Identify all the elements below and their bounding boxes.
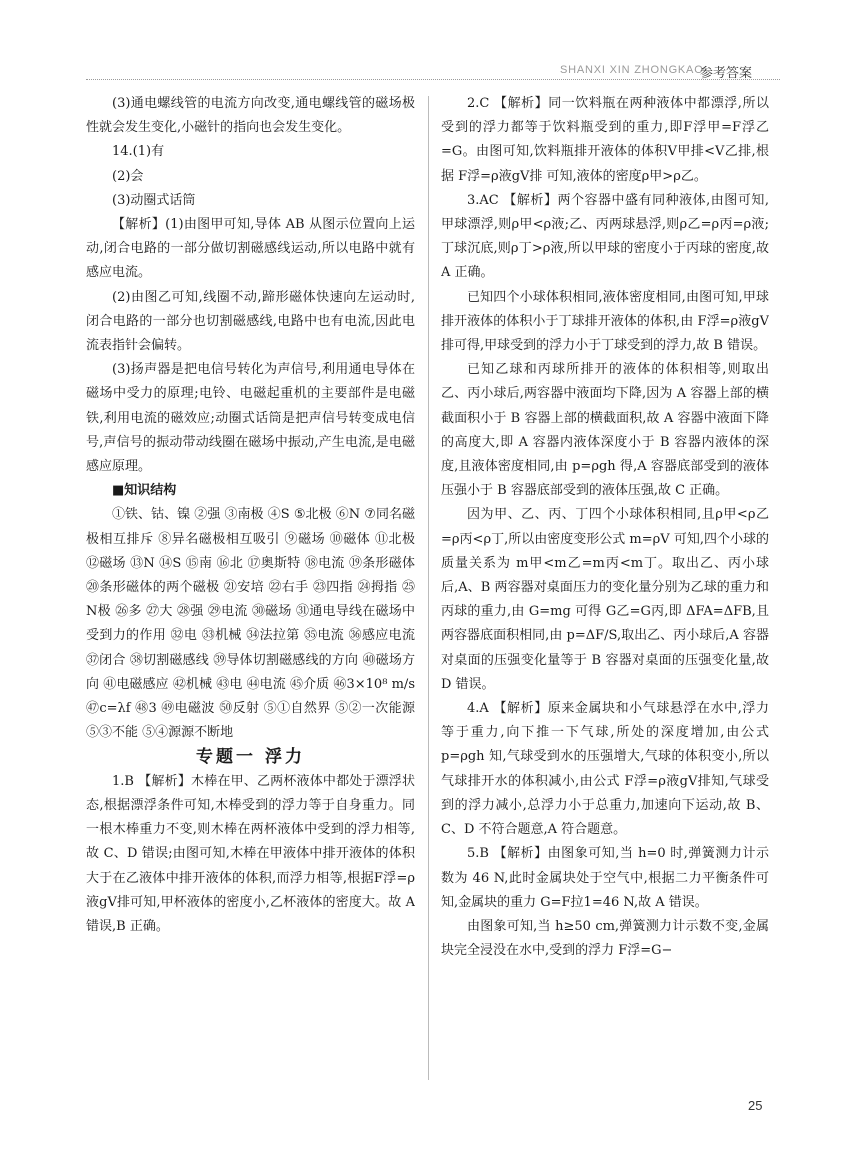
- answer-1: 1.B 【解析】木棒在甲、乙两杯液体中都处于漂浮状态,根据漂浮条件可知,木棒受到的浮力等于自身重力。同一根木棒重力不变,则木棒在两杯液体中受到的浮力相等,故 C、D 错误;由图可知,木棒在甲液体中排开液体的体积大于在乙液体中排开液体的体积,而浮力相等,根据F浮=ρ液gV排可知,甲杯液体的密度小,乙杯液体的密度大。故 A 错误,B 正确。: [86, 773, 415, 934]
- answer-2: 2.C 【解析】同一饮料瓶在两种液体中都漂浮,所以受到的浮力都等于饮料瓶受到的重力,即F浮甲=F浮乙=G。由图可知,饮料瓶排开液体的体积V甲排<V乙排,根据 F浮=ρ液gV排 可知,液体的密度ρ甲>ρ乙。: [441, 96, 769, 184]
- analysis-14-2: (2)由图乙可知,线圈不动,蹄形磁体快速向左运动时,闭合电路的一部分也切割磁感线,电路中也有电流,因此电流表指针会偏转。: [86, 289, 415, 354]
- left-column: [86, 92, 415, 1080]
- page-number: 25: [748, 1098, 763, 1113]
- answer-4: 4.A 【解析】原来金属块和小气球悬浮在水中,浮力等于重力,向下推一下气球,所处的深度增加,由公式 p=ρgh 知,气球受到水的压强增大,气球的体积变小,所以气球排开水的体积减小,由公式 F浮=ρ液gV排知,气球受到的浮力减小,总浮力小于总重力,加速向下运动,故 B、C、D 不符合题意,A 符合题意。: [441, 701, 769, 838]
- answer-5: 5.B 【解析】由图象可知,当 h=0 时,弹簧测力计示数为 46 N,此时金属块处于空气中,根据二力平衡条件可知,金属块的重力 G=F拉1=46 N,故 A 错误。: [441, 846, 769, 910]
- analysis-14-1: 【解析】(1)由图甲可知,导体 AB 从图示位置向上运动,闭合电路的一部分做切割磁感线运动,所以电路中就有感应电流。: [86, 217, 415, 281]
- right-column: [441, 92, 769, 1080]
- answer-13-3: (3)通电螺线管的电流方向改变,通电螺线管的磁场极性就会发生变化,小磁针的指向也会发生变化。: [86, 96, 415, 136]
- answer-14-1: 14.(1)有: [112, 144, 165, 160]
- answer-14-2: (2)会: [112, 168, 144, 184]
- header-rule: [86, 79, 780, 80]
- answer-14-3: (3)动圈式话筒: [112, 192, 196, 208]
- answer-3-c: 已知乙球和丙球所排开的液体的体积相等,则取出乙、丙小球后,两容器中液面均下降,因为 A 容器上部的横截面积小于 B 容器上部的横截面积,故 A 容器中液面下降的高度大,即 A 容器内液体深度小于 B 容器内液体的深度,且液体密度相同,由 p=ρgh 得,A 容器底部受到的液体压强小于 B 容器底部受到的液体压强,故 C 正确。: [441, 362, 769, 499]
- topic-title: 专题一 浮力: [196, 747, 305, 768]
- column-divider: [428, 96, 429, 1080]
- answer-3: 3.AC 【解析】两个容器中盛有同种液体,由图可知,甲球漂浮,则ρ甲<ρ液;乙、丙两球悬浮,则ρ乙=ρ丙=ρ液;丁球沉底,则ρ丁>ρ液,所以甲球的密度小于丙球的密度,故 A 正确。: [441, 192, 769, 281]
- header-section-label: 参考答案: [700, 65, 753, 80]
- answer-3-d: 因为甲、乙、丙、丁四个小球体积相同,且ρ甲<ρ乙=ρ丙<ρ丁,所以由密度变形公式 m=ρV 可知,四个小球的质量关系为 m甲<m乙=m丙<m丁。取出乙、丙小球后,A、B 两容器对桌面压力的变化量分别为乙球的重力和丙球的重力,由 G=mg 可得 G乙=G丙,即 ΔFA=ΔFB,且两容器底面积相同,由 p=ΔF/S,取出乙、丙小球后,A 容器对桌面的压强变化量等于 B 容器对桌面的压强变化量,故 D 错误。: [441, 507, 769, 692]
- header-series-title: SHANXI XIN ZHONGKAO: [560, 64, 704, 76]
- answer-5-cont: 由图象可知,当 h≥50 cm,弹簧测力计示数不变,金属块完全浸没在水中,受到的浮力 F浮=G−: [441, 918, 769, 959]
- knowledge-heading: ■知识结构: [112, 483, 177, 499]
- answer-3-b: 已知四个小球体积相同,液体密度相同,由图可知,甲球排开液体的体积小于丁球排开液体的体积,由 F浮=ρ液gV排可得,甲球受到的浮力小于丁球受到的浮力,故 B 错误。: [441, 289, 769, 354]
- analysis-14-3: (3)扬声器是把电信号转化为声信号,利用通电导体在磁场中受力的原理;电铃、电磁起重机的主要部件是电磁铁,利用电流的磁效应;动圈式话筒是把声信号转变成电信号,声信号的振动带动线圈在磁场中振动,产生电流,是电磁感应原理。: [86, 362, 415, 475]
- knowledge-structure: ①铁、钴、镍 ②强 ③南极 ④S ⑤北极 ⑥N ⑦同名磁极相互排斥 ⑧异名磁极相互吸引 ⑨磁场 ⑩磁体 ⑪北极 ⑫磁场 ⑬N ⑭S ⑮南 ⑯北 ⑰奥斯特 ⑱电流 ⑲条形磁体 ⑳条形磁体的两个磁极 ㉑安培 ㉒右手 ㉓四指 ㉔拇指 ㉕N极 ㉖多 ㉗大 ㉘强 ㉙电流 ㉚磁场 ㉛通电导线在磁场中受到力的作用 ㉜电 ㉝机械 ㉞法拉第 ㉟电流 ㊱感应电流 ㊲闭合 ㊳切割磁感线 ㊴导体切割磁感线的方向 ㊵磁场方向 ㊶电磁感应 ㊷机械 ㊸电 ㊹电流 ㊺介质 ㊻3×10⁸ m/s ㊼c=λf ㊽3 ㊾电磁波 ㊿反射 ⑤①自然界 ⑤②一次能源 ⑤③不能 ⑤④源源不断地: [86, 507, 415, 741]
